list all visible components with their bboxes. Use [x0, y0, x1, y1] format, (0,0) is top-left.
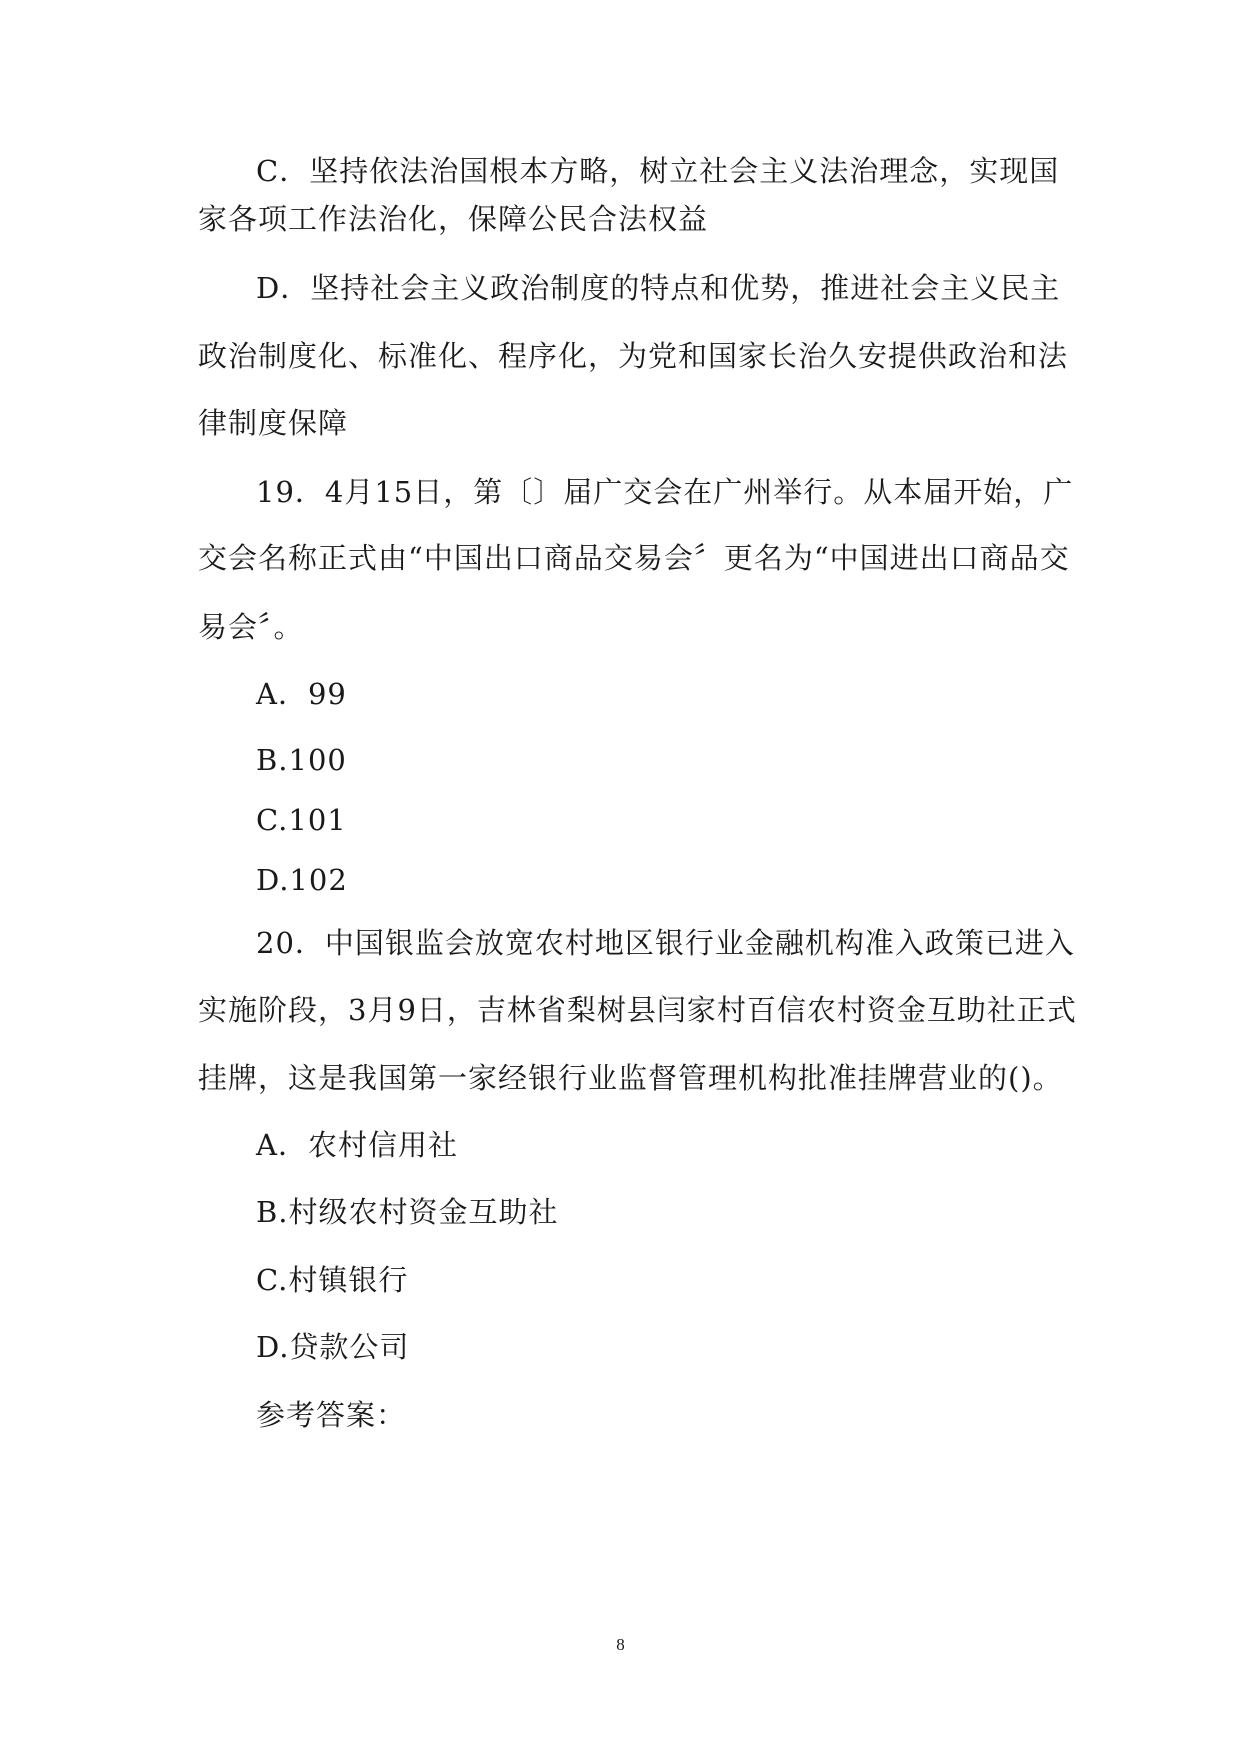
answer-heading: 参考答案：: [256, 1398, 407, 1432]
page-number: 8: [616, 1635, 625, 1654]
q19-option-d: D.102: [256, 863, 348, 897]
q19-option-b: B.100: [256, 743, 347, 777]
q18-option-c-line-1: C．坚持依法治国根本方略，树立社会主义法治理念，实现国: [256, 154, 1060, 188]
q18-option-c-line-2: 家各项工作法治化，保障公民合法权益: [198, 202, 709, 236]
q19-option-a: A．99: [256, 677, 347, 711]
q20-stem-line-3: 挂牌，这是我国第一家经银行业监督管理机构批准挂牌营业的()。: [198, 1061, 1063, 1095]
q18-option-d-line-2: 政治制度化、标准化、程序化，为党和国家长治久安提供政治和法: [198, 339, 1069, 373]
q19-option-c: C.101: [256, 803, 347, 837]
q20-stem-line-1: 20．中国银监会放宽农村地区银行业金融机构准入政策已进入: [256, 926, 1075, 960]
q20-option-b: B.村级农村资金互助社: [256, 1195, 559, 1229]
q19-stem-line-1: 19．4月15日，第〔〕届广交会在广州举行。从本届开始，广: [256, 475, 1074, 509]
q20-option-c: C.村镇银行: [256, 1263, 409, 1297]
q18-option-d-line-3: 律制度保障: [198, 406, 349, 440]
q18-option-d-line-1: D．坚持社会主义政治制度的特点和优势，推进社会主义民主: [256, 271, 1061, 305]
q20-option-a: A．农村信用社: [256, 1128, 458, 1162]
q20-option-d: D.贷款公司: [256, 1330, 410, 1364]
q20-stem-line-2: 实施阶段，3月9日，吉林省梨树县闫家村百信农村资金互助社正式: [198, 993, 1077, 1027]
q19-stem-line-2: 交会名称正式由“中国出口商品交易会〞更名为“中国进出口商品交: [198, 541, 1070, 575]
q19-stem-line-3: 易会〞。: [198, 610, 304, 644]
